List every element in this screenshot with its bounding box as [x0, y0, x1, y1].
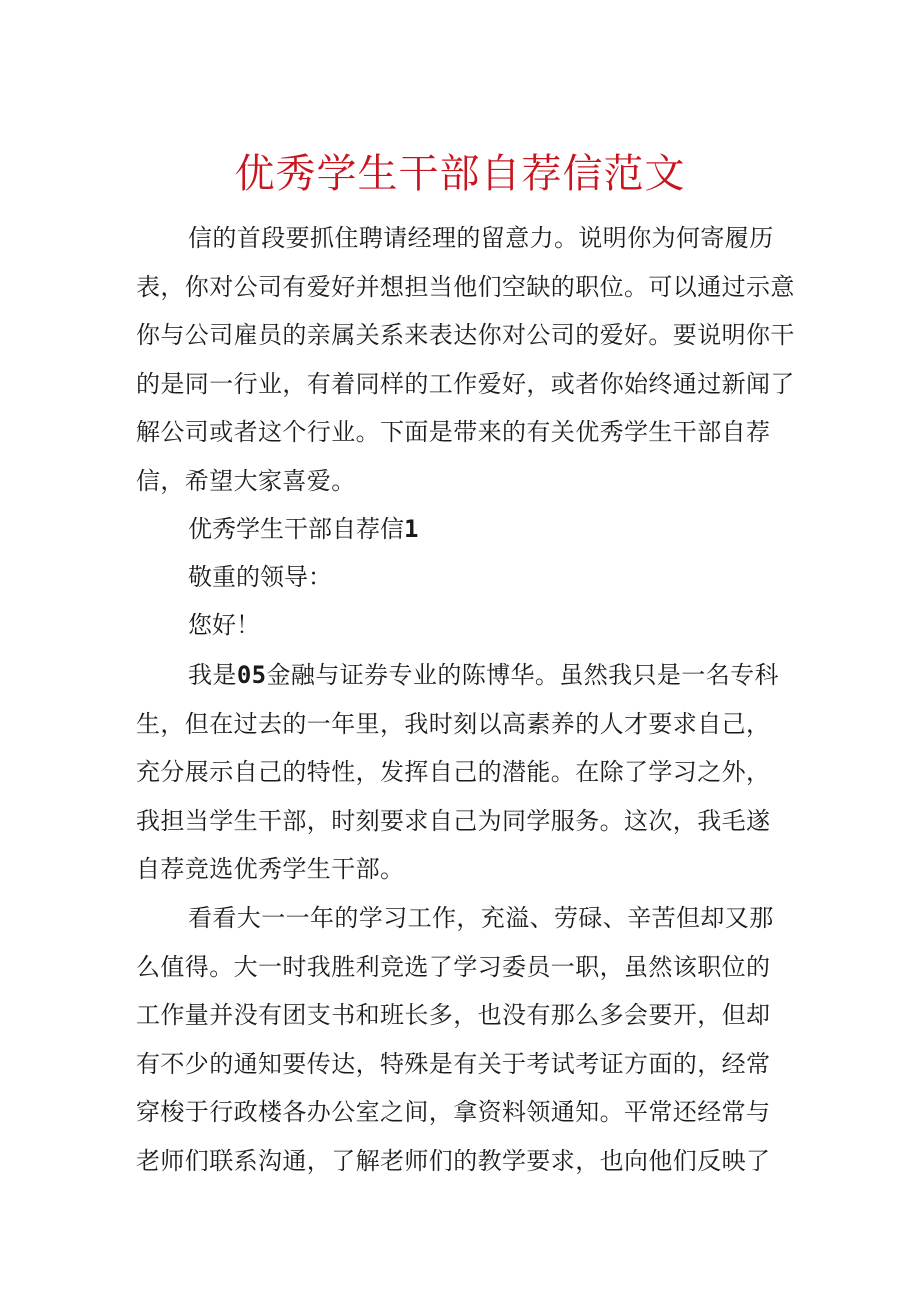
- body-paragraph-1: [136, 651, 786, 894]
- section-heading-number: 1: [404, 515, 419, 543]
- para1-number: 05: [236, 661, 267, 689]
- document-title: 优秀学生干部自荐信范文: [234, 151, 686, 197]
- section-heading: [188, 505, 418, 554]
- para1-rest: 金融与证券专业的陈博华。虽然我只是一名专科生，但在过去的一年里，我时刻以高素养的人才要求自己，充分展示自己的特性，发挥自己的潜能。在除了学习之外，我担当学生干部，时刻要求自己为同学服务。这次，我毛遂自荐竞选优秀学生干部。: [136, 661, 779, 883]
- section-heading-text: 优秀学生干部自荐信: [188, 515, 404, 543]
- intro-paragraph: 信的首段要抓住聘请经理的留意力。说明你为何寄履历表，你对公司有爱好并想担当他们空缺的职位。可以通过示意你与公司雇员的亲属关系来表达你对公司的爱好。要说明你干的是同一行业，有着同样的工作爱好，或者你始终通过新闻了解公司或者这个行业。下面是带来的有关优秀学生干部自荐信，希望大家喜爱。: [136, 224, 795, 495]
- body-paragraph-2: 看看大一一年的学习工作，充溢、劳碌、辛苦但却又那么值得。大一时我胜利竞选了学习委员一职，虽然该职位的工作量并没有团支书和班长多，也没有那么多会要开，但却有不少的通知要传达，特殊是有关于考试考证方面的，经常穿梭于行政楼各办公室之间，拿资料领通知。平常还经常与老师们联系沟通，了解老师们的教学要求，也向他们反映了: [136, 904, 774, 1175]
- para1-lead: 我是: [188, 661, 237, 689]
- salutation: 敬重的领导：: [188, 563, 332, 591]
- greeting: 您好！: [188, 611, 260, 639]
